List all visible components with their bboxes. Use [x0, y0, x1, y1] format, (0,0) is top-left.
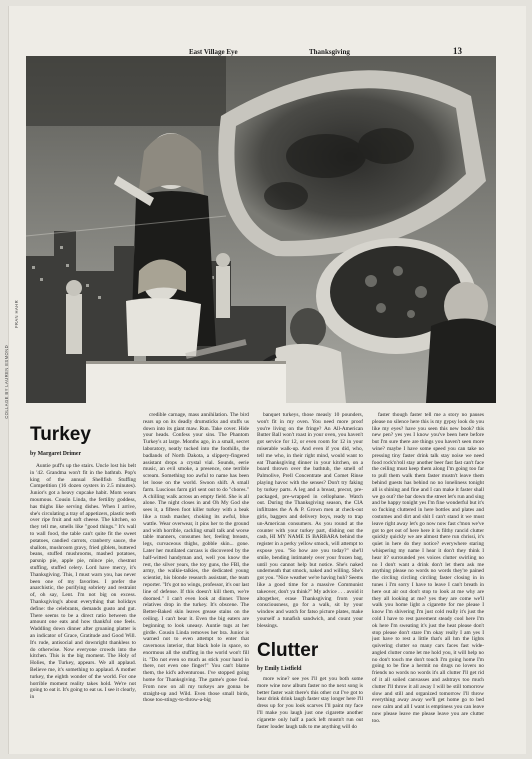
turkey-column-2-text: credible carnage, mass annihilation. The bird rears up on its deadly drumsticks and stuffs us down into its giant maw. Run. Take cover. Hide your heads. Confess your sins. The Phantom Turkey's at large. Months ago, in a small, secret laboratory, neatly tucked into the foothills, the badlands of North Dakota, a slippery-fingered assistant drops a crystal vial. Sounds, eerie music, an evil smoke, a presence, one terrible scream. Something too awful to name has been let loose on the world. Swoon shift. A small farm. Luscious farm girl sent out to do "chores." A chilling walk across an empty field. She is all alone. The night closes in and Oh My God she sees it, a fifteen foot killer turkey with a beak like a trash masher, choking its awful, blue wattle. Wear overwear, it pins her to the ground and with horrible, cackling small talk and worse table manners, consumes her, feeling breasts, legs, curvaceous thighs, gobble skin... gone. Later her mutilated carcass is discovered by the half-witted handyman and, well you know the rest, the silver years, the toy guns, the FBI, the army, the walkie-talkies, the dedicated young scientist, his blonde research assistant, the team reporter. "It's got no wings, professor, it's our last line of defense. If this doesn't kill them, we're doomed." I can't even look at dinner. Three relatives drop in the turkey. It's obscene. The Better-Baked skin leaves grease stains on the ceiling. I can't bear it. Even the big eaters are beginning to look uneasy. Auntie tugs at her girdle. Cousin Linda removes her bra. Junior is warned not to even attempt to enter that cavernous interior, that black hole in space, so enormous all the stuffing in the world won't fill it. "Do not even so much as stick your hand in there, not even one finger!" You can't blame them, the kid's adventurous. I've stopped going home for Thanksgiving. The game's gone foul. From now on all my turkeys are gonna be straight-up and Wild. Even those small birds, those too-stingy-to-throw-a-big [143, 412, 249, 704]
clutter-column-2 [372, 412, 484, 751]
clutter-column-2-text: faster though faster tell me a story no pauses please no silence here this is my gypsy look do you like my eyes? have you seen this new book? this new pen? yes yes I know you've been here before but I'm sure there are things you haven't seen more wine? maybe I have some speed you can take no pressing tiny faster drink talk stay noise we need food rock'n'roll stay another beer fast fast can't face the ceiling must keep them along I'm going too far to pull them walk them faster mustn't leave them behind guests has behind no no loneliness tonight all is shining and fine and I can make it faster shall we go out? the bar down the street let's run and sing and be happy tonight yes I'm fine wonderful but it's so fucking cluttered in here bottles and plates and costumes and dirt and shit I can't stand it we must leave right away let's go now now fast c'mon we've got to get out of here here it is filthy rancid clutter quickly quickly we are almost there run chrissi, it's quiet in here do they notice? everywhere staring whispering my name I hear it don't they think I hear it? surrounded yes voices clutter swirling no no I don't want a drink don't let them ask me anything please no words no words they're pained the circling circling circling faster closing in in tunes i I'm sorry I have to leave I can't breath in here out air out don't stop to look at me why are they all looking at me? yes they are come we'll walk you home light a cigarette for me please I know I'm shivering I'm just cold really it's just the cold I have to rest pavement steady cool here I'm ok here I'm sweating it's just the heat please don't stop please don't stare I'm okay really I am yes I just have to rest a little that's all hm the lights quivering clutter so many cars faces fast wide-angled clutter come let me hold you, it will help no no don't touch me don't touch I'm going home I'm going to be fine a hermit no drugs no lovers no friends no words no words it's all clutter I'll get rid of it all soiled canvasses and ashtrays too much clutter I'll throw it all away I will be still tomorrow slow and still and organized tomorrow I'll throw everything away away we'll get home go to bed now calm and all I want is emptiness you can leave now please leave me please leave you are clutter too. [372, 412, 484, 724]
clutter-column-1 [257, 676, 363, 751]
clutter-byline: by Emily Listfield [257, 666, 302, 672]
turkey-column-1-text: Auntie puff's up the stairs. Uncle lost his belt in '42. Grandma won't fit in the bathtub. Pop's king of the annual Shellfish Stuffing Competition (16 dozen oysters in 2.5 minutes). Junior's got a heavy cupcake habit. Mom wears moumous. Cousin Linda, the fertility goddess, has thighs like serving dishes. When I arrive, she's circulating a tray of appetizers, plastic teeth over ripe fruit and soft cheese. The kitchen, so they tell me, smells like "good things." It's wall to wall food, the table can't quite fit the sweet potatoes, candied carrots, cranberry sauce, the shallots, mushroom gravy, fried giblets, buttered beans, stuffed mushrooms, mashed potatoes, parsnip pie, apple pie, mince pie, chestnut stuffing, stuffed celery. Lord have mercy, it's Thanksgiving. This, I must warn you, has never been one of my favorites. I prefer the anarchistic, the purifying sobriety and restraint of, oh say, Lent. I'm not big on excess. Thanksgiving's about everything that holidays define: the celebrants, demands gusto and gut. There seems to be a direct ratio between the amount one eats and how thankful one feels. Waddling down dinner after groaning platter is an indicator of Grace, Gratitude and Good Will. It's rude, antisocial and downright thankless to do otherwise. Now everyone crowds into the kitchen. This is the big moment. The Holy of Holies, the Turkey, appears. We all applaud. Believe me, it's something to applaud. A mother turkey, the eighth wonder of the world. For one horrible moment reality takes hold. We're not going to eat it. It's going to eat us. I see it clearly, in [30, 463, 136, 701]
photo-credit: FRAN HAHR [14, 300, 19, 329]
turkey-byline: by Margaret Drimer [30, 451, 82, 457]
turkey-column-3-text: banquet turkeys, those measly 10 pounders, won't fit in my oven. You need more proof you're living on the fringe? An All-American Butter Ball won't roast in your oven, you haven't got service for 12, or even room for 12 in your miserable walk-up. And even if you did, who, tell me who, in their right mind, would want to eat Thanksgiving dinner in your kitchen, on a board thrown over the bathtub, the smell of Palmolive, Prell Concentrate and Comet Rinse playing havoc with the senses? Don't try faking by turkey parts. A leg and a breast, precut, pre-packaged, pre-wrapped in cellophane. Watch out. During the Thanksgiving season, the CIA infiltrates the A & P. Grown men at check-out girls, baggers and delivery boys, ready to trap un-American consumers. As you round at the counter with your turkey part, dishing out the cash, HI MY NAME IS BARBARA behind the register in a perky yellow smock, will attempt to expose you. "So how are you today?" she'll smile, bending intimately over your frozen bag, until you cannot help but notice. She's naked underneath that smock, naked and willing. She's got you. "Nice weather we're having huh? Seems like a good time for a massive Communist takeover, don't ya think?" My advice . . . avoid it altogether, erase Thanksgiving from your consciousness, go for a walk, sit by your window and watch for fatso picture plates, make yourself a tunafish sandwich, and count your blessings. [257, 412, 363, 629]
section-name: Thanksgiving [309, 48, 350, 56]
turkey-column-3 [257, 412, 363, 636]
clutter-column-1-text: more wine? see yes I'll get you both some more wine now album faster no the next song is better faster wait there's this other cut I've got to hear drink drink laugh faster stay longer here I'll dress up for you look scarves I'll paint my face I'll make you laugh just one cigarette another cigarette only half a pack left mustn't run out faster louder laugh talk to me anything will do [257, 676, 363, 730]
collage-credit: COLLAGE BY LAUREN ESMOND [4, 345, 9, 419]
turkey-headline: Turkey [30, 424, 91, 445]
publication-name: East Village Eye [189, 48, 238, 56]
clutter-headline: Clutter [257, 640, 319, 661]
turkey-column-2 [143, 412, 249, 751]
turkey-column-1 [30, 463, 136, 751]
collage-artwork [26, 56, 496, 403]
collage-photo [26, 56, 496, 403]
page-number: 13 [453, 46, 462, 56]
